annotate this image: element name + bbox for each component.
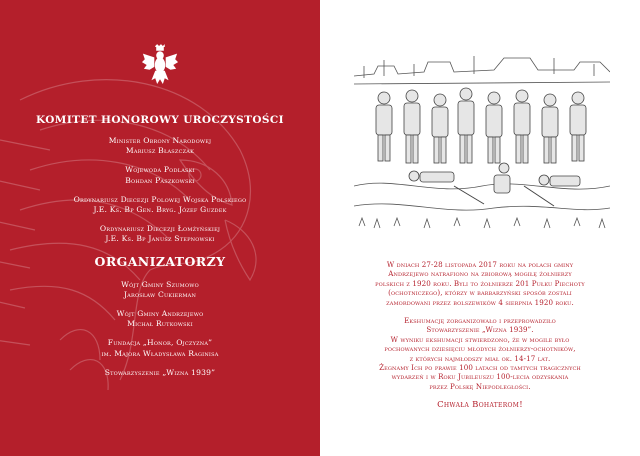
committee-entry [0,195,320,215]
entry-person: J.E. Ks. Bp Gen. Bryg. Józef Guzdek [93,205,227,215]
organizer-entry [0,280,320,300]
entry-role: Ordynariusz Diecezji Łomżyńskiej [99,224,221,234]
entry-person: Michał Rutkowski [127,319,193,329]
text-line: polskich z 1920 roku. Byli to żołnierze 201 Pułku Piechoty [375,278,585,288]
entry-person: J.E. Ks. Bp Janusz Stepnowski [105,234,215,244]
entry-role: Wojewoda Podlaski [125,165,195,175]
text-line: Stowarzyszenie „Wizna 1939”. [426,325,534,335]
polish-eagle-icon [141,44,179,86]
text-line: Żegnamy Ich po prawie 100 latach od tamtych tragicznych [379,363,581,373]
text-line: przez Polskę Niepodległości. [429,381,531,391]
text-line: Ekshumację zorganizowało i przeprowadziło [404,316,556,326]
entry-role: Ordynariusz Diecezji Polowej Wojska Polskiego [73,194,247,204]
text-line: zamordowani przez bolszewików 4 sierpnia 1920 roku. [386,297,574,307]
committee-entry [0,224,320,244]
closing-line: Chwała Bohaterom! [437,400,523,411]
text-line: wydarzeń i w Roku Jubileuszu 100-lecia odzyskania [391,372,569,382]
right-panel [320,0,640,456]
text-line: Andrzejewo natrafiono na zbiorową mogiłę żołnierzy [388,269,572,279]
text-line: W dniach 27-28 listopada 2017 roku na polach gminy [386,260,574,269]
right-text-column [320,260,640,410]
left-text-column [0,114,320,387]
entry-role: Minister Obrony Narodowej [108,136,212,145]
entry-person: im. Majora Władysława Raginisa [101,348,219,358]
text-line: pochowanych dziesięciu młodych żołnierzy-ochotników, [384,344,576,354]
organizer-entry [0,309,320,329]
soldiers-group-sketch-icon [354,36,610,236]
committee-entry [0,136,320,156]
text-line: W wyniku ekshumacji stwierdzono, że w mogile było [390,334,570,344]
text-line: (ochotniczego), którzy w barbarzyński sposób zostali [388,288,572,298]
text-line: z których najmłodszy miał ok. 14-17 lat. [409,353,551,363]
entry-role: Wójt Gminy Andrzejewo [116,309,204,319]
history-paragraph [320,260,640,307]
entry-role: Wójt Gminy Szumowo [121,279,199,289]
committee-entry [0,165,320,185]
entry-person: Bohdan Paszkowski [125,175,195,185]
entry-role: Fundacja „Honor, Ojczyzna” [107,338,213,348]
organizers-heading: ORGANIZATORZY [94,253,226,269]
entry-person: Mariusz Błaszczak [125,146,195,156]
organizer-entry [0,338,320,358]
entry-person: Jarosław Cukierman [123,289,197,299]
committee-heading: KOMITET HONOROWY UROCZYSTOŚCI [36,114,284,126]
exhumation-paragraph [320,316,640,391]
organizer-entry [0,368,320,378]
entry-role: Stowarzyszenie „Wizna 1939” [104,367,216,377]
